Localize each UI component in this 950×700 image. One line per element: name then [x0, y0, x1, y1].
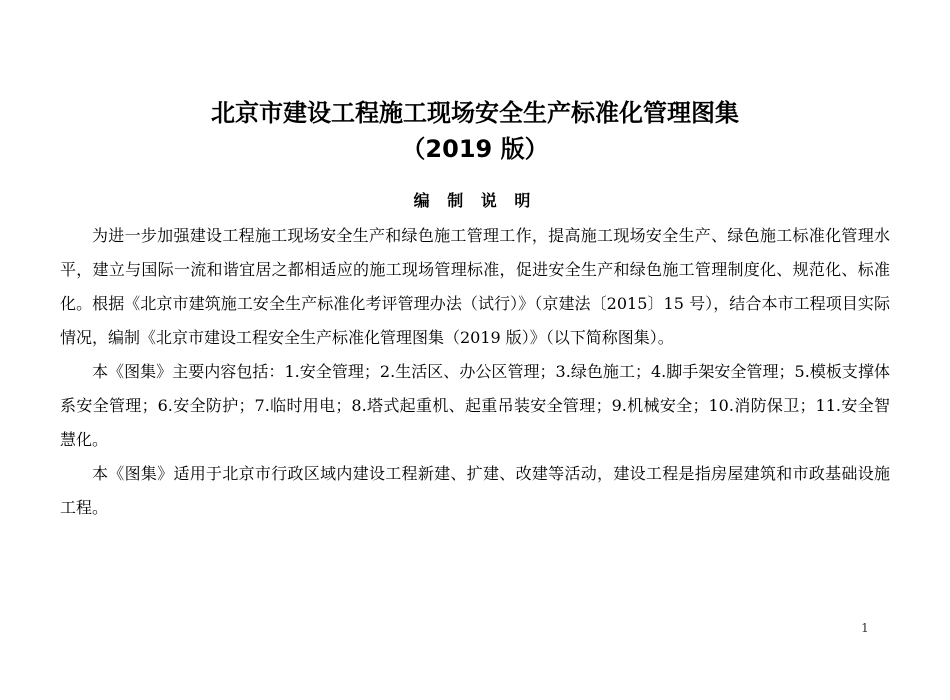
document-title: 北京市建设工程施工现场安全生产标准化管理图集 [211, 99, 739, 127]
page-number: 1 [861, 621, 869, 635]
paragraph-intro: 为进一步加强建设工程施工现场安全生产和绿色施工管理工作，提高施工现场安全生产、绿色施工标准化管理水平，建立与国际一流和谐宜居之都相适应的施工现场管理标准，促进安全生产和绿色施工管理制度化、规范化、标准化。根据《北京市建筑施工安全生产标准化考评管理办法（试行）》（京建法〔2015〕15 号），结合本市工程项目实际情况，编制《北京市建设工程安全生产标准化管理图集（2019 版）》（以下简称图集）。 [60, 226, 890, 347]
section-heading: 编 制 说 明 [413, 191, 537, 210]
document-edition: （2019 版） [401, 135, 549, 163]
document-body [60, 219, 890, 525]
paragraph-contents: 本《图集》主要内容包括：1.安全管理；2.生活区、办公区管理；3.绿色施工；4.脚手架安全管理；5.模板支撑体系安全管理；6.安全防护；7.临时用电；8.塔式起重机、起重吊装安全管理；9.机械安全；10.消防保卫；11.安全智慧化。 [60, 362, 890, 449]
paragraph-scope: 本《图集》适用于北京市行政区域内建设工程新建、扩建、改建等活动，建设工程是指房屋建筑和市政基础设施工程。 [60, 464, 890, 517]
